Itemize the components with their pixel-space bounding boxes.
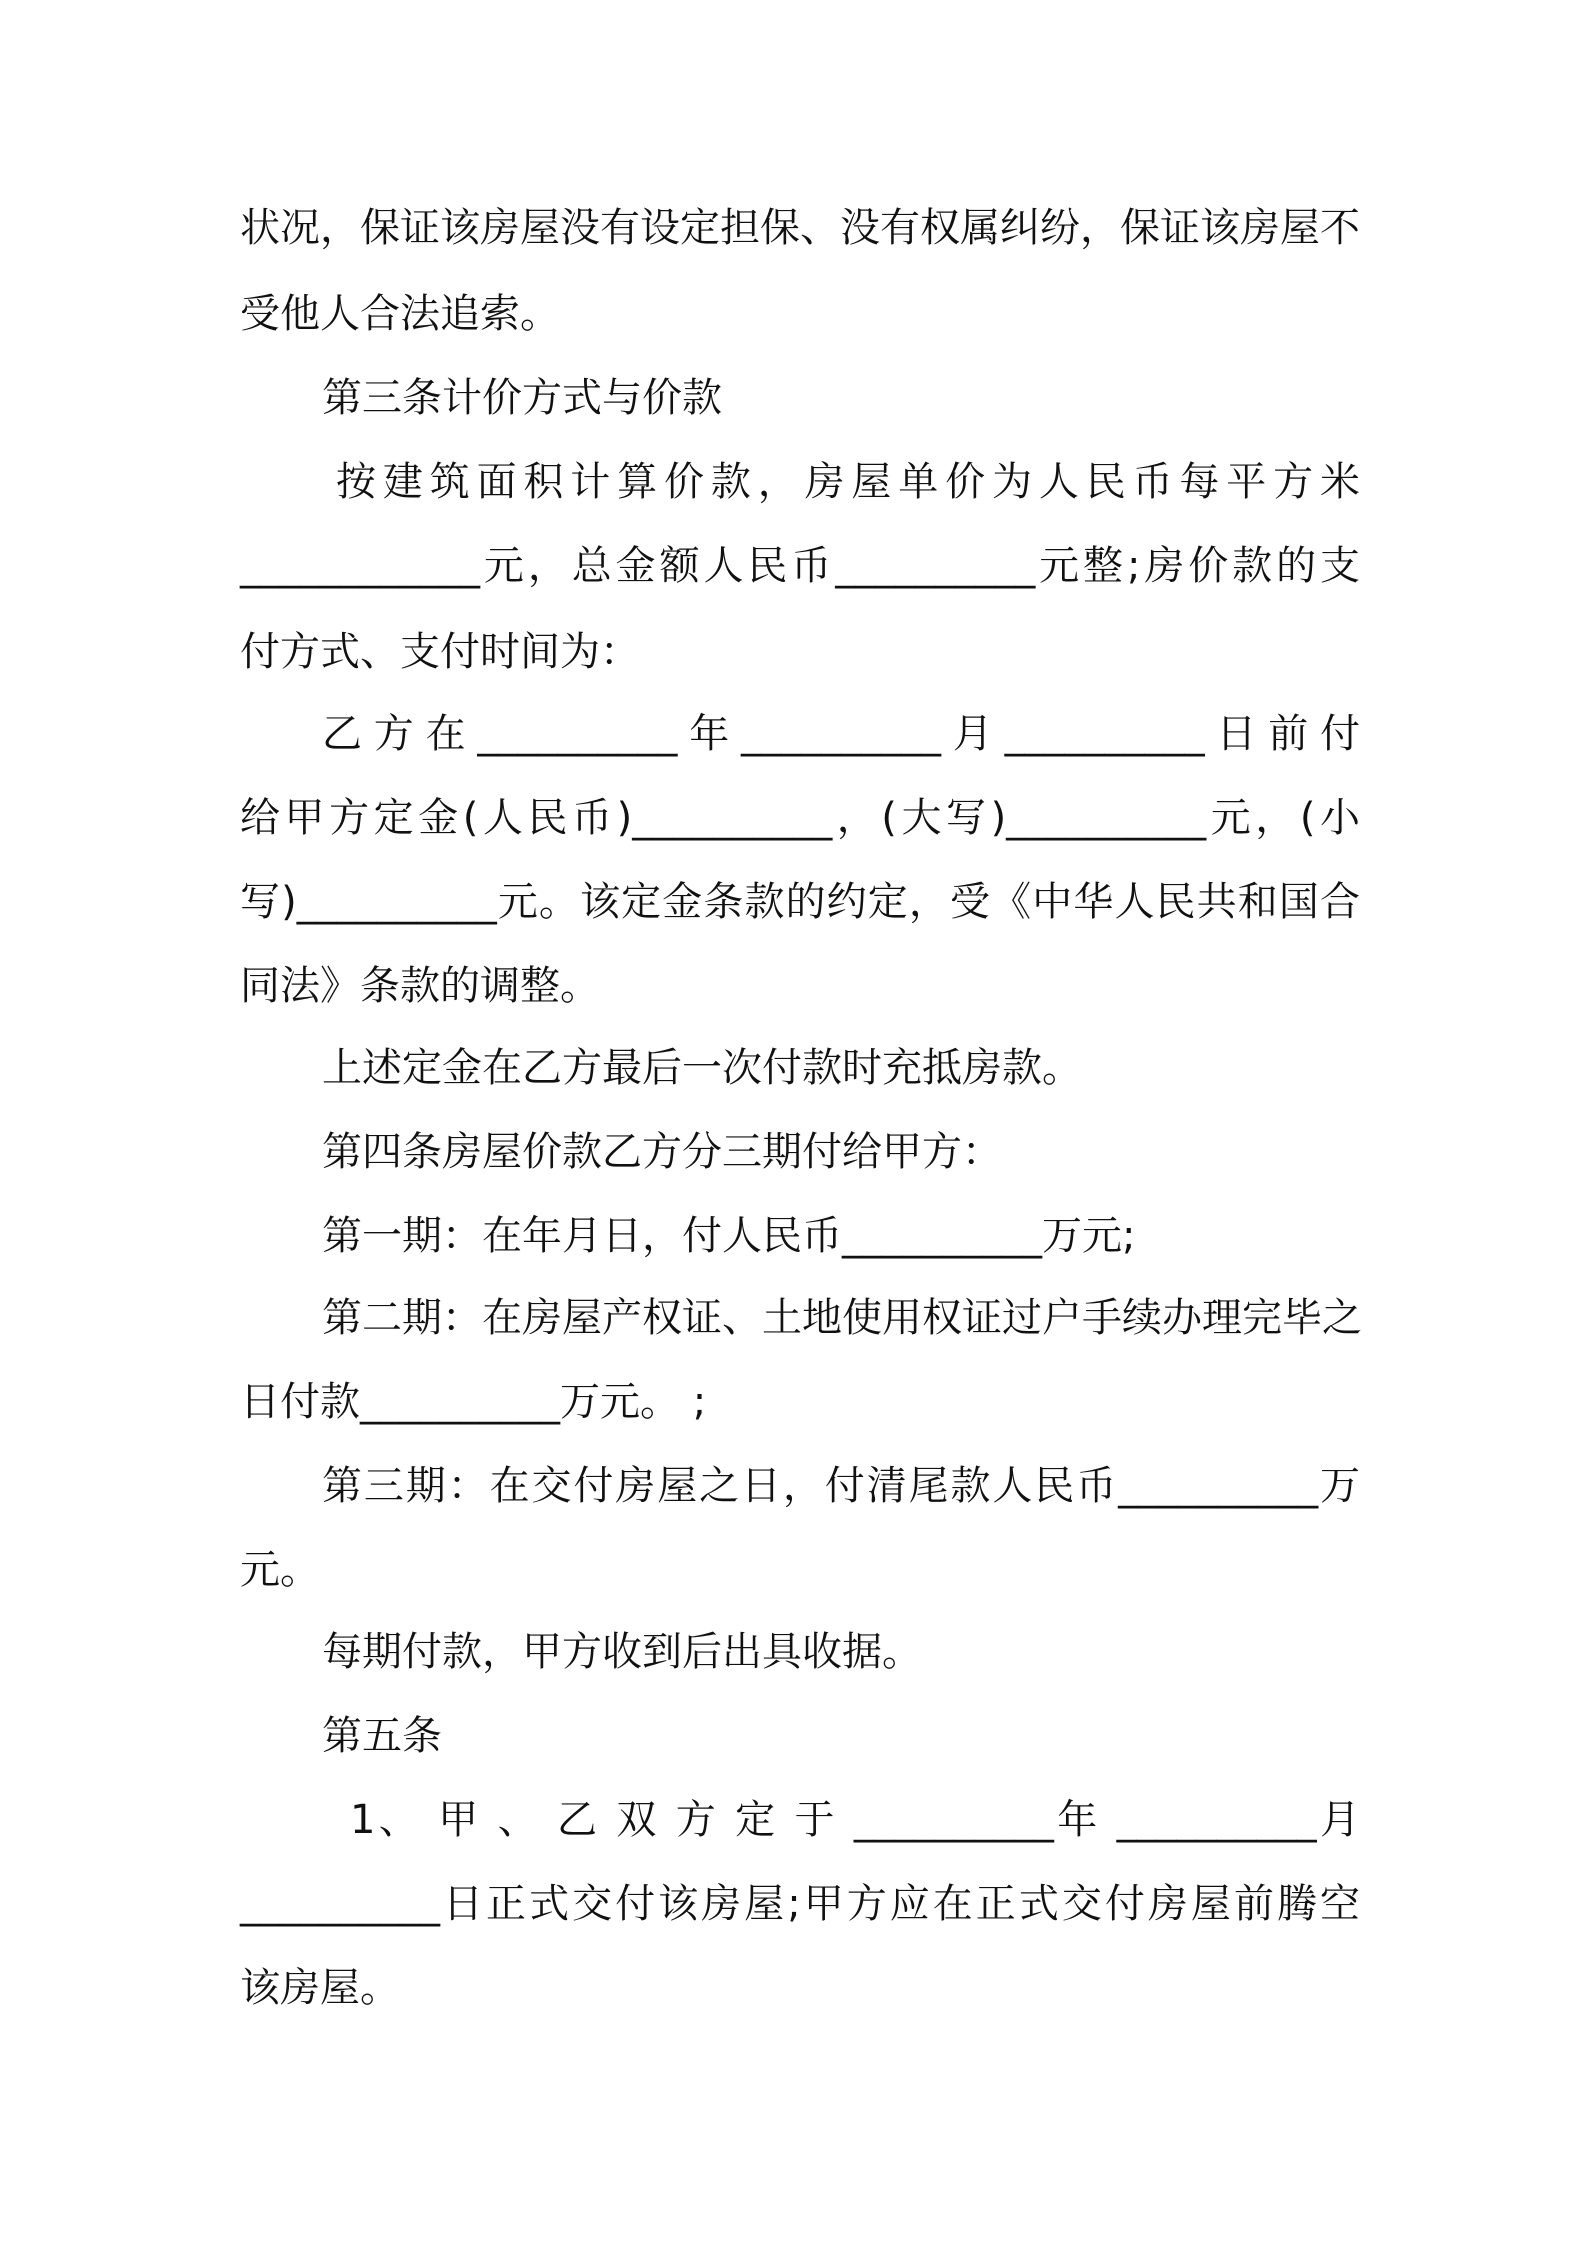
paragraph-line: 第三期：在交付房屋之日，付清尾款人民币__________万: [322, 1463, 1360, 1509]
paragraph-line: 1、 甲 、 乙 双 方 定 于 __________年 __________月: [350, 1797, 1360, 1843]
paragraph-line: 元。: [240, 1547, 320, 1593]
article-heading: 第四条房屋价款乙方分三期付给甲方：: [322, 1129, 1002, 1175]
paragraph-line: 每期付款，甲方收到后出具收据。: [322, 1629, 922, 1675]
paragraph-line: 第二期：在房屋产权证、土地使用权证过户手续办理完毕之: [322, 1295, 1362, 1341]
paragraph-line: 受他人合法追索。: [240, 291, 560, 337]
paragraph-line: 写)__________元。该定金条款的约定，受《中华人民共和国合: [240, 879, 1360, 925]
paragraph-line: 第一期：在年月日，付人民币__________万元;: [322, 1213, 1136, 1259]
paragraph-line: 乙方在__________年__________月__________日前付: [322, 711, 1360, 757]
paragraph-line: 状况，保证该房屋没有设定担保、没有权属纠纷，保证该房屋不: [240, 205, 1360, 251]
paragraph-line: 付方式、支付时间为：: [240, 629, 640, 675]
paragraph-line: 日付款__________万元。 ;: [240, 1379, 707, 1425]
article-heading: 第三条计价方式与价款: [322, 375, 722, 421]
article-heading: 第五条: [322, 1713, 442, 1759]
paragraph-line: 该房屋。: [240, 1965, 400, 2011]
paragraph-line: 给甲方定金(人民币)__________，(大写)__________元，(小: [240, 795, 1360, 841]
paragraph-line: 按建筑面积计算价款，房屋单价为人民币每平方米: [336, 459, 1360, 505]
paragraph-line: 上述定金在乙方最后一次付款时充抵房款。: [322, 1045, 1082, 1091]
paragraph-line: __________日正式交付该房屋;甲方应在正式交付房屋前腾空: [240, 1881, 1360, 1927]
paragraph-line: ____________元，总金额人民币__________元整;房价款的支: [240, 543, 1360, 589]
paragraph-line: 同法》条款的调整。: [240, 963, 600, 1009]
